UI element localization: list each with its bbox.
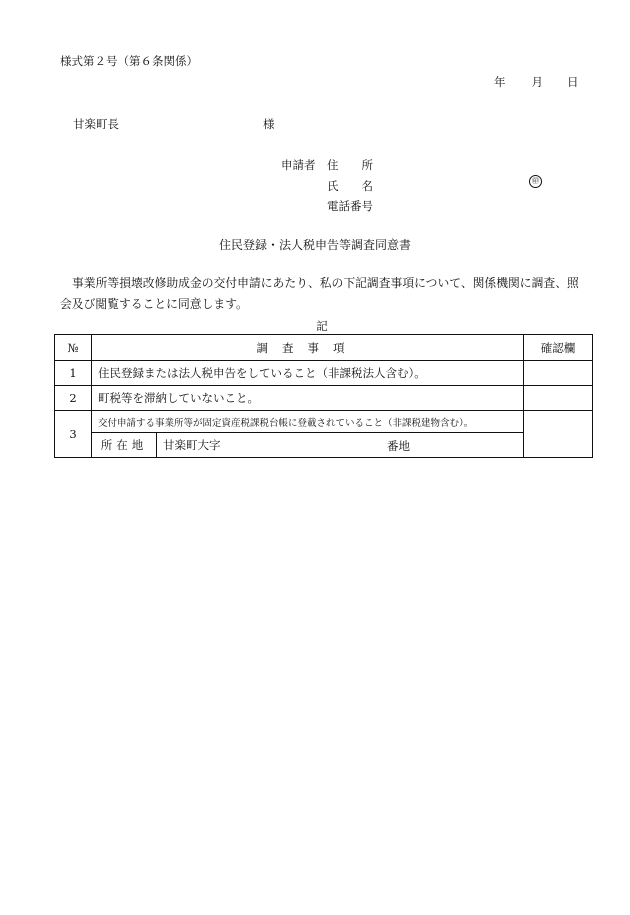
table-row xyxy=(55,386,593,411)
name-label: 氏 名 xyxy=(327,178,373,193)
row-no: 1 xyxy=(55,361,92,386)
date-year: 年 xyxy=(494,75,506,89)
confirm-cell[interactable] xyxy=(524,386,593,411)
consent-statement: 事業所等損壊改修助成金の交付申請にあたり、私の下記調査事項について、関係機関に調査、照会及び閲覧することに同意します。 xyxy=(60,276,579,311)
form-number-label: 様式第２号（第６条関係） xyxy=(60,54,198,68)
table-row xyxy=(55,361,593,386)
location-suffix: 番地 xyxy=(387,439,410,453)
address-label: 住 所 xyxy=(327,158,373,172)
location-value: 甘楽町大字 xyxy=(163,438,221,452)
header-no: № xyxy=(55,335,92,361)
row-no: 2 xyxy=(55,386,92,411)
addressee xyxy=(73,116,275,132)
addressee-mayor: 甘楽町長 xyxy=(73,117,119,131)
document-title: 住民登録・法人税申告等調査同意書 xyxy=(218,238,411,252)
survey-table xyxy=(54,334,593,458)
phone-label: 電話番号 xyxy=(327,199,373,213)
addressee-honorific: 様 xyxy=(263,117,275,131)
row-item: 町税等を滞納していないこと。 xyxy=(92,386,524,411)
location-row xyxy=(55,433,593,458)
applicant-label: 申請者 xyxy=(281,158,316,172)
header-item: 調査事項 xyxy=(92,335,524,361)
seal-mark: ㊞ xyxy=(529,175,542,188)
table-header-row xyxy=(55,335,593,361)
date-line xyxy=(494,74,579,90)
row-no: 3 xyxy=(55,411,92,458)
date-month: 月 xyxy=(531,75,543,89)
applicant-block xyxy=(281,155,391,217)
ki-heading: 記 xyxy=(316,319,328,333)
table-row xyxy=(55,411,593,433)
location-label: 所在地 xyxy=(92,433,157,458)
confirm-cell[interactable] xyxy=(524,361,593,386)
location-field[interactable] xyxy=(157,433,524,458)
row-item: 交付申請する事業所等が固定資産税課税台帳に登載されていること（非課税建物含む）。 xyxy=(92,411,524,433)
row-item: 住民登録または法人税申告をしていること（非課税法人含む）。 xyxy=(92,361,524,386)
confirm-cell[interactable] xyxy=(524,411,593,458)
date-day: 日 xyxy=(567,75,579,89)
header-confirm: 確認欄 xyxy=(524,335,593,361)
